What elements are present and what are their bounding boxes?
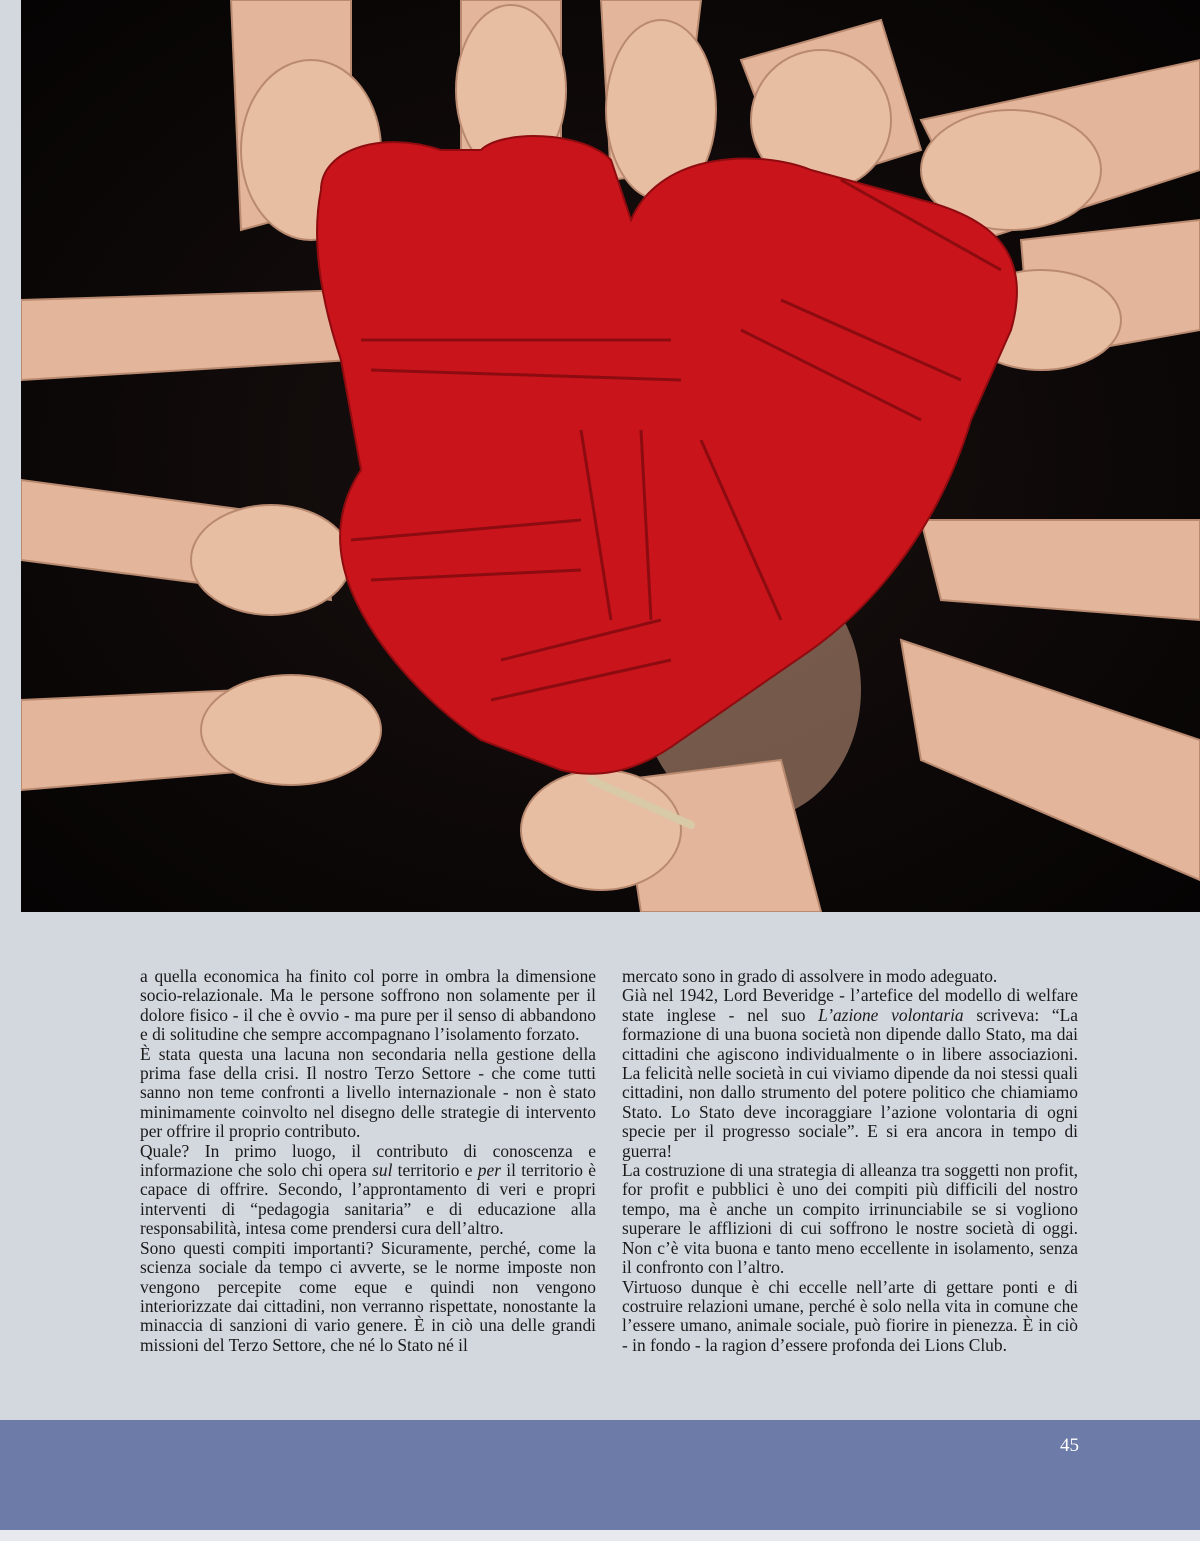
paragraph: mercato sono in grado di assolvere in modo adeguato.	[622, 966, 998, 986]
article-column-left	[140, 967, 596, 1355]
paragraph	[140, 1142, 596, 1239]
paragraph-text: Quale? In primo luogo, il contributo di conoscenza e informazione che solo chi opera	[140, 1140, 596, 1181]
footer-band	[0, 1420, 1200, 1530]
paragraph-text: Già nel 1942, Lord Beveridge - l’artefice del modello di welfare state inglese - nel suo	[622, 985, 1078, 1025]
paragraph-text: scriveva: “La formazione di una buona società non dipende dallo Stato, ma dai cittadini che agiscono individualmente o in libere associazioni. La felicità nelle società in cui viviamo dipende da noi stessi quali cittadini, non dallo strumento del potere politico che chiamiamo Stato. Lo Stato deve incoraggiare l’azione volontaria di ogni specie per il progresso sociale”. E si era ancora in tempo di guerra!	[622, 1004, 1078, 1161]
article-photo-hands-heart	[21, 0, 1200, 912]
paragraph: È stata questa una lacuna non secondaria nella gestione della prima fase della crisi. Il nostro Terzo Settore - che come tutti sanno non teme confronti a livello internazionale - non è stato minimamente coinvolto nel disegno delle strategie di intervento per offrire il proprio contributo.	[140, 1043, 596, 1142]
hands-heart-illustration	[21, 0, 1200, 912]
paragraph: La costruzione di una strategia di alleanza tra soggetti non profit, for profit e pubblici è uno dei compiti più difficili del nostro tempo, ma è anche un compito irrinunciabile se si vogliono superare le afflizioni di cui soffrono le nostre società di oggi. Non c’è vita buona e tanto meno eccellente in isolamento, senza il confronto con l’altro.	[622, 1160, 1078, 1278]
bottom-strip	[0, 1530, 1200, 1541]
article-column-right	[622, 967, 1078, 1355]
paragraph-text: il territorio è capace di offrire. Secondo, l’approntamento di veri e propri interventi di “pedagogia sanitaria” e di educazione alla responsabilità, intesa come prendersi cura dell’altro.	[140, 1160, 596, 1239]
emphasis-per: per	[477, 1160, 501, 1181]
book-title: L’azione volontaria	[818, 1004, 964, 1025]
paragraph: a quella economica ha finito col porre in ombra la dimensione socio-relazionale. Ma le persone soffrono non solamente per il dolore fisico - il che è ovvio - ma pure per il senso di abbandono e di solitudine che sempre accompagnano l’isolamento forzato.	[140, 966, 596, 1045]
emphasis-sul: sul	[372, 1160, 393, 1181]
page-number: 45	[1060, 1435, 1079, 1456]
paragraph-text: territorio e	[392, 1160, 478, 1181]
paragraph	[622, 986, 1078, 1161]
paragraph: Virtuoso dunque è chi eccelle nell’arte di gettare ponti e di costruire relazioni umane, perché è solo nella vita in comune che l’essere umano, animale sociale, può fiorire in pienezza. È in ciò - in fondo - la ragion d’essere profonda dei Lions Club.	[622, 1276, 1078, 1355]
paragraph: Sono questi compiti importanti? Sicuramente, perché, come la scienza sociale da tempo ci avverte, se le norme imposte non vengono percepite come eque e quindi non vengono interiorizzate dai cittadini, non verranno rispettate, nonostante la minaccia di sanzioni di vario genere. È in ciò una delle grandi missioni del Terzo Settore, che né lo Stato né il	[140, 1237, 596, 1355]
